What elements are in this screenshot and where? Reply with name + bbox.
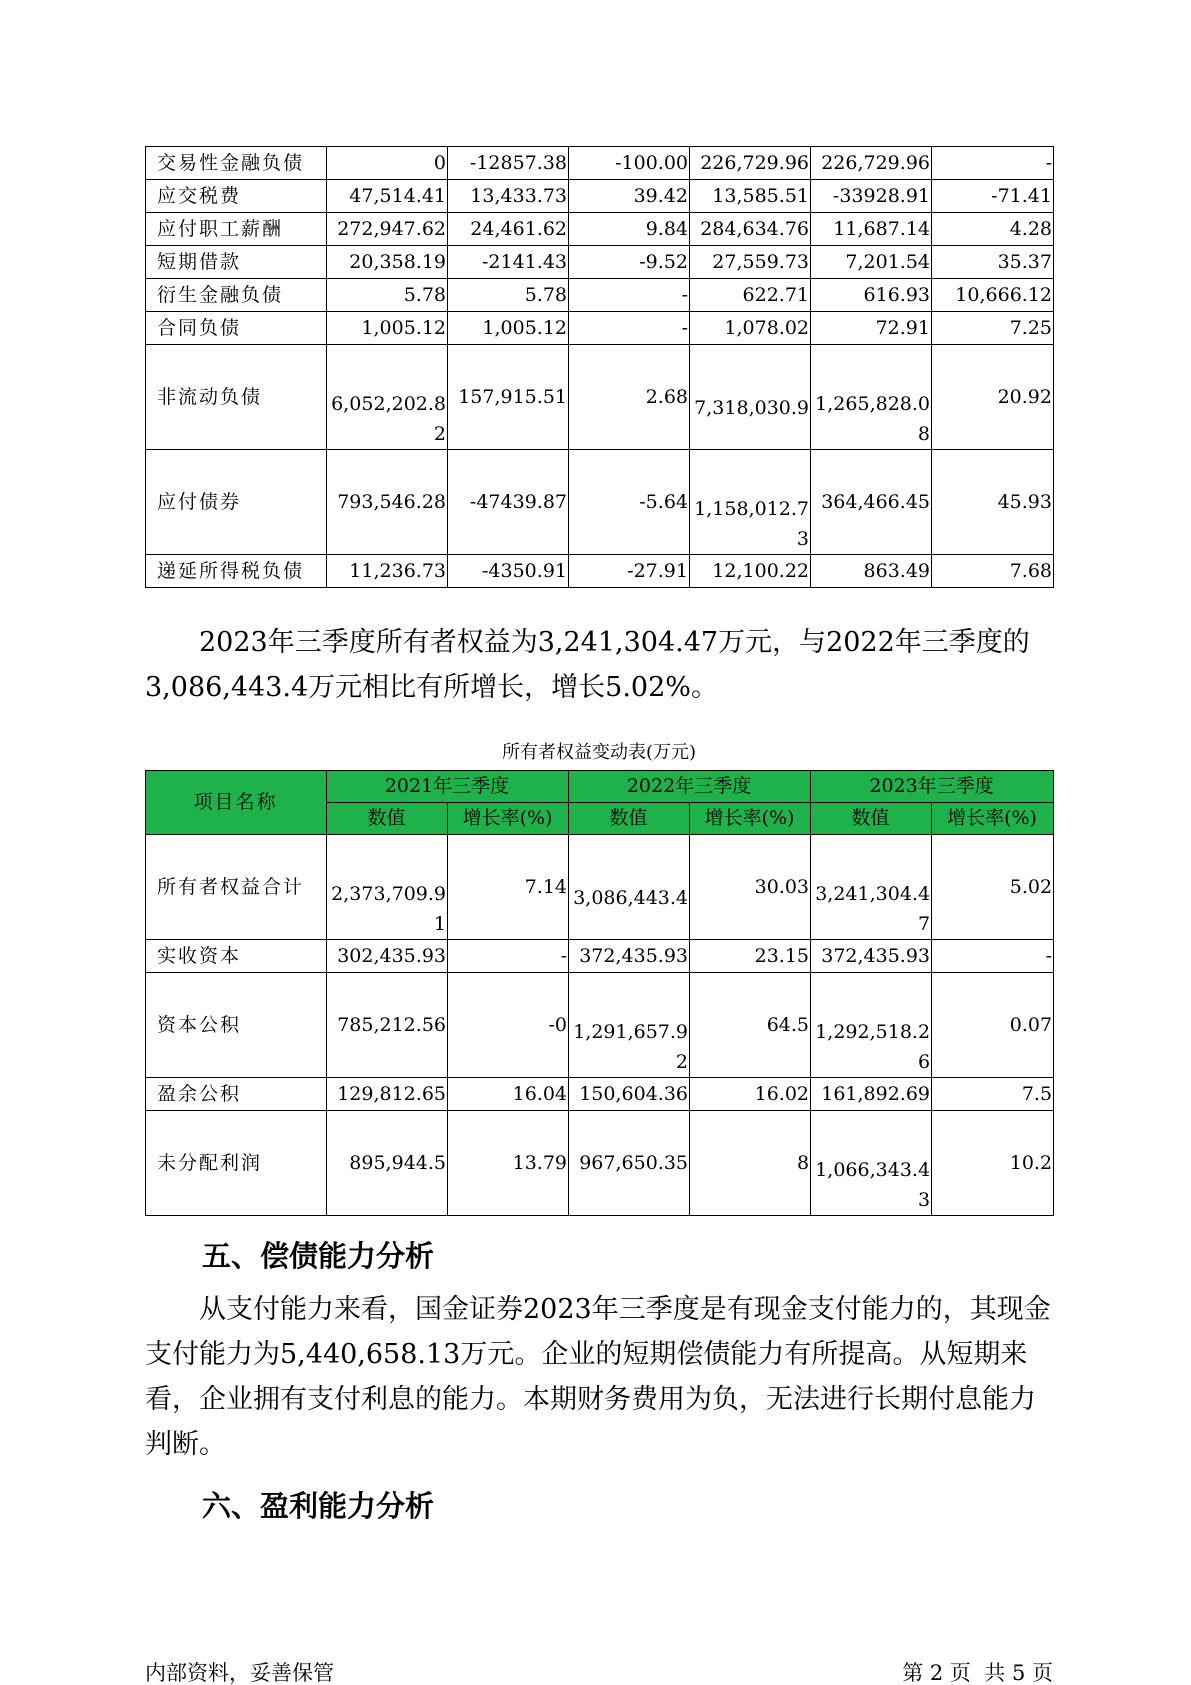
cell: 372,435.93 — [811, 940, 932, 973]
cell: 3,086,443.4 — [569, 835, 690, 940]
cell: 16.04 — [448, 1078, 569, 1111]
cell: 11,687.14 — [811, 213, 932, 246]
paragraph-text: 2023年三季度所有者权益为3,241,304.47万元，与2022年三季度的3,086,443.4万元相比有所增长，增长5.02%。 — [145, 627, 1030, 703]
cell: 47,514.41 — [327, 180, 448, 213]
cell: 11,236.73 — [327, 555, 448, 588]
row-label: 未分配利润 — [146, 1111, 327, 1216]
cell: 12,100.22 — [690, 555, 811, 588]
cell: 2.68 — [569, 345, 690, 450]
cell: -5.64 — [569, 450, 690, 555]
cell: 895,944.5 — [327, 1111, 448, 1216]
cell: 13.79 — [448, 1111, 569, 1216]
cell: -71.41 — [932, 180, 1054, 213]
cell: 27,559.73 — [690, 246, 811, 279]
table-caption: 所有者权益变动表(万元) — [501, 742, 697, 763]
cell: 7,201.54 — [811, 246, 932, 279]
cell: 622.71 — [690, 279, 811, 312]
header-value: 数值 — [569, 803, 690, 835]
cell: 10.2 — [932, 1111, 1054, 1216]
cell: 1,005.12 — [448, 312, 569, 345]
cell: - — [569, 312, 690, 345]
table-header-row — [146, 771, 1054, 803]
cell: 226,729.96 — [811, 147, 932, 180]
paragraph-text: 从支付能力来看，国金证券2023年三季度是有现金支付能力的，其现金支付能力为5,440,658.13万元。企业的短期偿债能力有所提高。从短期来看，企业拥有支付利息的能力。本期财务费用为负，无法进行长期付息能力判断。 — [145, 1294, 1051, 1460]
table-row — [146, 246, 1054, 279]
cell: - — [448, 940, 569, 973]
cell: 20.92 — [932, 345, 1054, 450]
cell: 13,585.51 — [690, 180, 811, 213]
cell: 2,373,709.91 — [327, 835, 448, 940]
row-label: 应交税费 — [146, 180, 327, 213]
cell: 5.78 — [327, 279, 448, 312]
cell: 226,729.96 — [690, 147, 811, 180]
cell: 272,947.62 — [327, 213, 448, 246]
section-heading-profitability: 六、盈利能力分析 — [202, 1489, 435, 1523]
cell: -4350.91 — [448, 555, 569, 588]
cell: 372,435.93 — [569, 940, 690, 973]
footer-left: 内部资料，妥善保管 — [145, 1661, 334, 1685]
cell: 0 — [327, 147, 448, 180]
cell: 1,078.02 — [690, 312, 811, 345]
cell: 5.02 — [932, 835, 1054, 940]
cell: 1,292,518.26 — [811, 973, 932, 1078]
row-label: 所有者权益合计 — [146, 835, 327, 940]
cell: 7.25 — [932, 312, 1054, 345]
row-label: 交易性金融负债 — [146, 147, 327, 180]
cell: 20,358.19 — [327, 246, 448, 279]
table-row — [146, 279, 1054, 312]
table-row — [146, 450, 1054, 555]
header-growth: 增长率(%) — [690, 803, 811, 835]
cell: 302,435.93 — [327, 940, 448, 973]
cell: 7.5 — [932, 1078, 1054, 1111]
cell: 8 — [690, 1111, 811, 1216]
cell: 0.07 — [932, 973, 1054, 1078]
row-label: 短期借款 — [146, 246, 327, 279]
equity-summary-paragraph — [145, 620, 1053, 710]
row-label: 资本公积 — [146, 973, 327, 1078]
row-label: 应付职工薪酬 — [146, 213, 327, 246]
cell: 785,212.56 — [327, 973, 448, 1078]
cell: 616.93 — [811, 279, 932, 312]
footer-page-number: 第 2 页 共 5 页 — [902, 1661, 1053, 1685]
cell: 793,546.28 — [327, 450, 448, 555]
section-heading-solvency: 五、偿债能力分析 — [202, 1239, 435, 1273]
cell: - — [932, 147, 1054, 180]
cell: 5.78 — [448, 279, 569, 312]
cell: -100.00 — [569, 147, 690, 180]
cell: 863.49 — [811, 555, 932, 588]
table-row — [146, 147, 1054, 180]
cell: -9.52 — [569, 246, 690, 279]
cell: - — [569, 279, 690, 312]
cell: 150,604.36 — [569, 1078, 690, 1111]
table-row — [146, 312, 1054, 345]
cell: 24,461.62 — [448, 213, 569, 246]
cell: - — [932, 940, 1054, 973]
cell: 6,052,202.82 — [327, 345, 448, 450]
cell: -12857.38 — [448, 147, 569, 180]
cell: 23.15 — [690, 940, 811, 973]
cell: 1,291,657.92 — [569, 973, 690, 1078]
cell: 129,812.65 — [327, 1078, 448, 1111]
cell: 157,915.51 — [448, 345, 569, 450]
liabilities-table — [145, 146, 1054, 588]
header-item-name: 项目名称 — [146, 771, 327, 835]
cell: 364,466.45 — [811, 450, 932, 555]
cell: -47439.87 — [448, 450, 569, 555]
table-row — [146, 555, 1054, 588]
table-row — [146, 835, 1054, 940]
header-year: 2021年三季度 — [327, 771, 569, 803]
cell: 161,892.69 — [811, 1078, 932, 1111]
cell: -0 — [448, 973, 569, 1078]
header-year: 2022年三季度 — [569, 771, 811, 803]
table-row — [146, 345, 1054, 450]
cell: 39.42 — [569, 180, 690, 213]
cell: 30.03 — [690, 835, 811, 940]
table-row — [146, 940, 1054, 973]
row-label: 衍生金融负债 — [146, 279, 327, 312]
cell: 4.28 — [932, 213, 1054, 246]
cell: 10,666.12 — [932, 279, 1054, 312]
cell: 1,066,343.43 — [811, 1111, 932, 1216]
cell: -33928.91 — [811, 180, 932, 213]
table-row — [146, 1078, 1054, 1111]
cell: 7.68 — [932, 555, 1054, 588]
table-row — [146, 213, 1054, 246]
cell: 35.37 — [932, 246, 1054, 279]
cell: 64.5 — [690, 973, 811, 1078]
header-value: 数值 — [327, 803, 448, 835]
table-row — [146, 973, 1054, 1078]
cell: 45.93 — [932, 450, 1054, 555]
cell: 16.02 — [690, 1078, 811, 1111]
table-row — [146, 1111, 1054, 1216]
cell: 1,265,828.08 — [811, 345, 932, 450]
header-growth: 增长率(%) — [932, 803, 1054, 835]
cell: -27.91 — [569, 555, 690, 588]
cell: 13,433.73 — [448, 180, 569, 213]
cell: 1,005.12 — [327, 312, 448, 345]
row-label: 非流动负债 — [146, 345, 327, 450]
row-label: 实收资本 — [146, 940, 327, 973]
row-label: 合同负债 — [146, 312, 327, 345]
cell: 284,634.76 — [690, 213, 811, 246]
header-year: 2023年三季度 — [811, 771, 1054, 803]
cell: 967,650.35 — [569, 1111, 690, 1216]
cell: 9.84 — [569, 213, 690, 246]
row-label: 递延所得税负债 — [146, 555, 327, 588]
cell: 3,241,304.47 — [811, 835, 932, 940]
equity-table — [145, 770, 1054, 1216]
header-growth: 增长率(%) — [448, 803, 569, 835]
cell: 7.14 — [448, 835, 569, 940]
header-value: 数值 — [811, 803, 932, 835]
solvency-paragraph — [145, 1287, 1053, 1467]
cell: 7,318,030.9 — [690, 345, 811, 450]
cell: 1,158,012.73 — [690, 450, 811, 555]
cell: 72.91 — [811, 312, 932, 345]
row-label: 盈余公积 — [146, 1078, 327, 1111]
row-label: 应付债券 — [146, 450, 327, 555]
table-row — [146, 180, 1054, 213]
cell: -2141.43 — [448, 246, 569, 279]
